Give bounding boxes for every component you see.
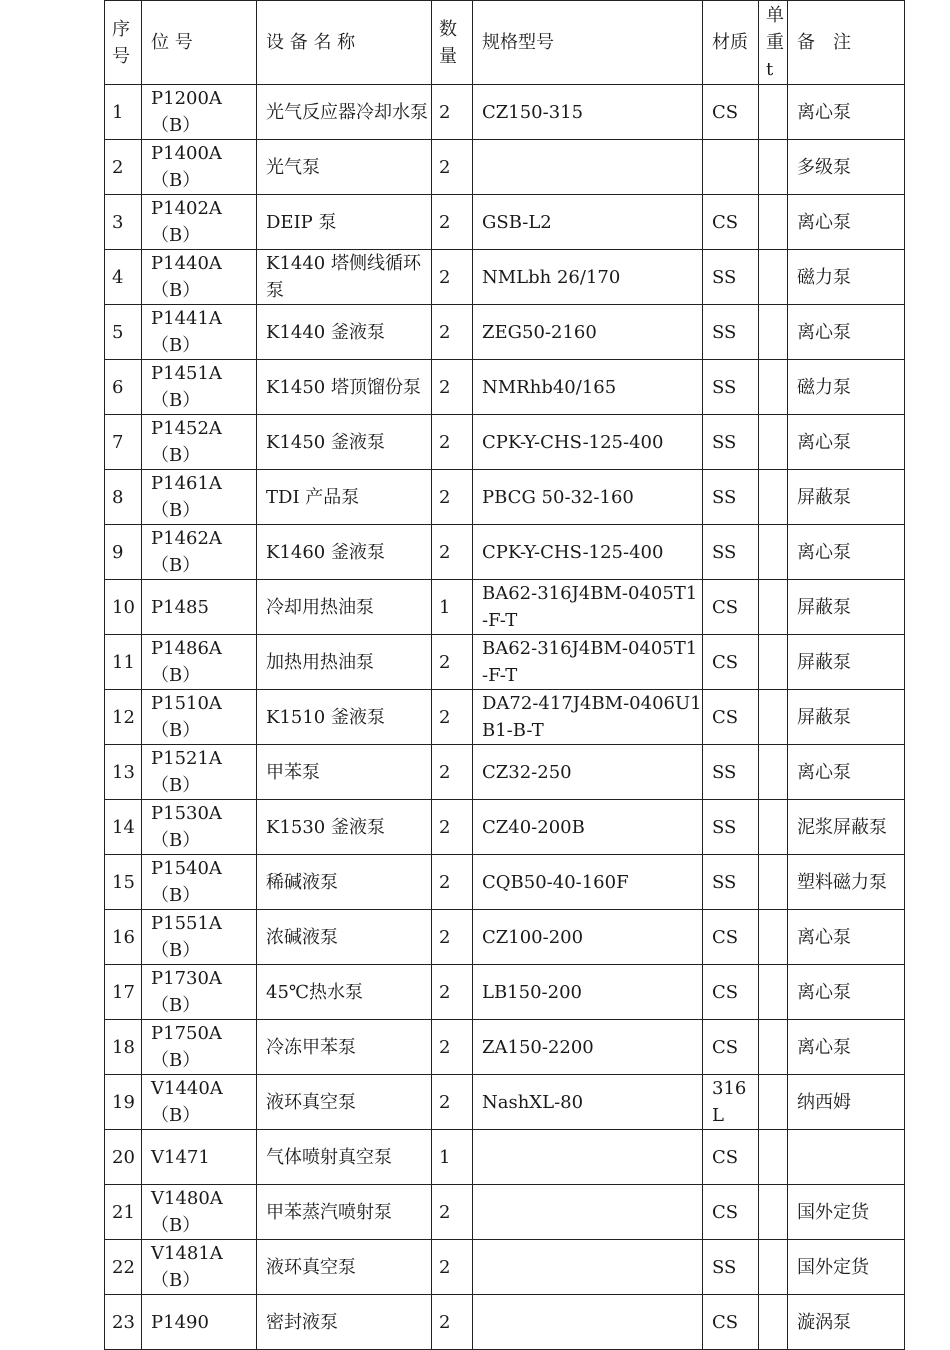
table-row <box>105 690 905 745</box>
cell-unit-weight <box>759 1240 788 1295</box>
cell-quantity: 2 <box>432 745 473 800</box>
cell-material: CS <box>703 635 759 690</box>
cell-remarks: 屏蔽泵 <box>788 690 905 745</box>
cell-equipment-name: 甲苯蒸汽喷射泵 <box>257 1185 432 1240</box>
cell-unit-weight <box>759 745 788 800</box>
cell-unit-weight <box>759 250 788 305</box>
cell-tag: P1510A（B） <box>142 690 257 745</box>
cell-tag: P1451A（B） <box>142 360 257 415</box>
cell-unit-weight <box>759 1185 788 1240</box>
cell-material: SS <box>703 855 759 910</box>
cell-material: SS <box>703 415 759 470</box>
cell-material: CS <box>703 1185 759 1240</box>
cell-tag: P1441A（B） <box>142 305 257 360</box>
table-row <box>105 1130 905 1185</box>
cell-spec-model <box>473 140 703 195</box>
cell-unit-weight <box>759 910 788 965</box>
table-row <box>105 965 905 1020</box>
header-remarks: 备 注 <box>788 1 905 85</box>
cell-spec-model: NashXL-80 <box>473 1075 703 1130</box>
equipment-sheet <box>104 0 905 1350</box>
equipment-table-body <box>105 1 905 1350</box>
cell-equipment-name: K1510 釜液泵 <box>257 690 432 745</box>
cell-seq: 14 <box>105 800 142 855</box>
table-row <box>105 580 905 635</box>
cell-material: 316L <box>703 1075 759 1130</box>
cell-seq: 18 <box>105 1020 142 1075</box>
cell-unit-weight <box>759 635 788 690</box>
table-row <box>105 140 905 195</box>
cell-unit-weight <box>759 965 788 1020</box>
cell-tag: P1521A（B） <box>142 745 257 800</box>
cell-equipment-name: 气体喷射真空泵 <box>257 1130 432 1185</box>
table-row <box>105 415 905 470</box>
cell-equipment-name: 甲苯泵 <box>257 745 432 800</box>
cell-quantity: 2 <box>432 965 473 1020</box>
cell-tag: V1440A（B） <box>142 1075 257 1130</box>
cell-quantity: 2 <box>432 1295 473 1350</box>
cell-quantity: 2 <box>432 195 473 250</box>
table-row <box>105 470 905 525</box>
cell-material: CS <box>703 1295 759 1350</box>
cell-unit-weight <box>759 690 788 745</box>
cell-seq: 16 <box>105 910 142 965</box>
cell-quantity: 2 <box>432 415 473 470</box>
cell-spec-model: BA62-316J4BM-0405T1-F-T <box>473 580 703 635</box>
table-row <box>105 195 905 250</box>
cell-spec-model: CZ32-250 <box>473 745 703 800</box>
cell-unit-weight <box>759 85 788 140</box>
cell-tag: P1461A（B） <box>142 470 257 525</box>
cell-equipment-name: 密封液泵 <box>257 1295 432 1350</box>
cell-seq: 19 <box>105 1075 142 1130</box>
table-row <box>105 1075 905 1130</box>
cell-remarks: 多级泵 <box>788 140 905 195</box>
header-spec-model: 规格型号 <box>473 1 703 85</box>
table-row <box>105 1295 905 1350</box>
cell-material: CS <box>703 195 759 250</box>
table-row <box>105 525 905 580</box>
cell-remarks: 离心泵 <box>788 910 905 965</box>
header-tag: 位 号 <box>142 1 257 85</box>
cell-spec-model: PBCG 50-32-160 <box>473 470 703 525</box>
cell-equipment-name: 液环真空泵 <box>257 1075 432 1130</box>
cell-equipment-name: K1460 釜液泵 <box>257 525 432 580</box>
cell-seq: 17 <box>105 965 142 1020</box>
cell-spec-model <box>473 1295 703 1350</box>
cell-unit-weight <box>759 1020 788 1075</box>
cell-quantity: 2 <box>432 1240 473 1295</box>
cell-unit-weight <box>759 1130 788 1185</box>
cell-spec-model: CPK-Y-CHS-125-400 <box>473 525 703 580</box>
table-row <box>105 305 905 360</box>
cell-remarks: 国外定货 <box>788 1185 905 1240</box>
cell-material: CS <box>703 85 759 140</box>
cell-material: SS <box>703 470 759 525</box>
cell-material: CS <box>703 690 759 745</box>
cell-remarks: 塑料磁力泵 <box>788 855 905 910</box>
cell-quantity: 2 <box>432 250 473 305</box>
cell-quantity: 1 <box>432 580 473 635</box>
cell-spec-model: CZ40-200B <box>473 800 703 855</box>
cell-remarks: 泥浆屏蔽泵 <box>788 800 905 855</box>
cell-tag: P1750A（B） <box>142 1020 257 1075</box>
cell-equipment-name: 光气反应器冷却水泵 <box>257 85 432 140</box>
table-row <box>105 1020 905 1075</box>
cell-tag: P1490 <box>142 1295 257 1350</box>
cell-spec-model: BA62-316J4BM-0405T1-F-T <box>473 635 703 690</box>
cell-equipment-name: 浓碱液泵 <box>257 910 432 965</box>
cell-material: CS <box>703 910 759 965</box>
cell-tag: P1402A（B） <box>142 195 257 250</box>
cell-equipment-name: 45℃热水泵 <box>257 965 432 1020</box>
cell-remarks: 离心泵 <box>788 415 905 470</box>
cell-tag: P1486A（B） <box>142 635 257 690</box>
cell-unit-weight <box>759 580 788 635</box>
cell-unit-weight <box>759 305 788 360</box>
cell-seq: 7 <box>105 415 142 470</box>
cell-equipment-name: 稀碱液泵 <box>257 855 432 910</box>
cell-seq: 2 <box>105 140 142 195</box>
cell-spec-model <box>473 1240 703 1295</box>
table-row <box>105 910 905 965</box>
header-unit-weight: 单重t <box>759 1 788 85</box>
cell-spec-model: NMLbh 26/170 <box>473 250 703 305</box>
cell-remarks: 离心泵 <box>788 305 905 360</box>
header-material: 材质 <box>703 1 759 85</box>
cell-tag: V1480A（B） <box>142 1185 257 1240</box>
cell-equipment-name: 光气泵 <box>257 140 432 195</box>
header-quantity: 数量 <box>432 1 473 85</box>
cell-seq: 12 <box>105 690 142 745</box>
cell-remarks: 离心泵 <box>788 1020 905 1075</box>
cell-seq: 4 <box>105 250 142 305</box>
cell-equipment-name: K1450 釜液泵 <box>257 415 432 470</box>
equipment-table <box>104 0 905 1350</box>
table-row <box>105 250 905 305</box>
cell-equipment-name: 液环真空泵 <box>257 1240 432 1295</box>
cell-unit-weight <box>759 855 788 910</box>
cell-unit-weight <box>759 140 788 195</box>
cell-seq: 21 <box>105 1185 142 1240</box>
cell-tag: P1462A（B） <box>142 525 257 580</box>
table-row <box>105 360 905 415</box>
table-row <box>105 855 905 910</box>
cell-quantity: 2 <box>432 1020 473 1075</box>
cell-material: SS <box>703 800 759 855</box>
cell-quantity: 2 <box>432 85 473 140</box>
cell-remarks: 离心泵 <box>788 745 905 800</box>
cell-unit-weight <box>759 1075 788 1130</box>
cell-seq: 11 <box>105 635 142 690</box>
cell-quantity: 1 <box>432 1130 473 1185</box>
cell-equipment-name: DEIP 泵 <box>257 195 432 250</box>
cell-unit-weight <box>759 1295 788 1350</box>
cell-equipment-name: 冷冻甲苯泵 <box>257 1020 432 1075</box>
cell-unit-weight <box>759 525 788 580</box>
cell-spec-model <box>473 1130 703 1185</box>
cell-tag: P1485 <box>142 580 257 635</box>
cell-tag: P1540A（B） <box>142 855 257 910</box>
table-row <box>105 85 905 140</box>
cell-seq: 6 <box>105 360 142 415</box>
cell-remarks <box>788 1130 905 1185</box>
cell-material: SS <box>703 1240 759 1295</box>
cell-remarks: 屏蔽泵 <box>788 635 905 690</box>
cell-quantity: 2 <box>432 855 473 910</box>
cell-equipment-name: TDI 产品泵 <box>257 470 432 525</box>
cell-tag: P1730A（B） <box>142 965 257 1020</box>
cell-seq: 23 <box>105 1295 142 1350</box>
cell-equipment-name: K1440 塔侧线循环泵 <box>257 250 432 305</box>
cell-tag: P1400A（B） <box>142 140 257 195</box>
cell-material: CS <box>703 580 759 635</box>
cell-quantity: 2 <box>432 635 473 690</box>
table-row <box>105 745 905 800</box>
header-seq: 序号 <box>105 1 142 85</box>
cell-quantity: 2 <box>432 800 473 855</box>
cell-material: CS <box>703 1130 759 1185</box>
cell-remarks: 磁力泵 <box>788 360 905 415</box>
cell-spec-model: ZEG50-2160 <box>473 305 703 360</box>
cell-seq: 13 <box>105 745 142 800</box>
cell-quantity: 2 <box>432 1075 473 1130</box>
cell-tag: P1530A（B） <box>142 800 257 855</box>
cell-remarks: 漩涡泵 <box>788 1295 905 1350</box>
cell-seq: 15 <box>105 855 142 910</box>
cell-unit-weight <box>759 360 788 415</box>
cell-material: SS <box>703 360 759 415</box>
cell-quantity: 2 <box>432 305 473 360</box>
cell-remarks: 离心泵 <box>788 965 905 1020</box>
cell-quantity: 2 <box>432 360 473 415</box>
cell-seq: 5 <box>105 305 142 360</box>
cell-spec-model: CZ100-200 <box>473 910 703 965</box>
cell-seq: 10 <box>105 580 142 635</box>
cell-spec-model: GSB-L2 <box>473 195 703 250</box>
cell-seq: 9 <box>105 525 142 580</box>
cell-quantity: 2 <box>432 470 473 525</box>
table-row <box>105 1185 905 1240</box>
cell-unit-weight <box>759 800 788 855</box>
cell-unit-weight <box>759 470 788 525</box>
cell-material <box>703 140 759 195</box>
cell-spec-model: ZA150-2200 <box>473 1020 703 1075</box>
cell-remarks: 屏蔽泵 <box>788 470 905 525</box>
table-row <box>105 1240 905 1295</box>
cell-spec-model: CZ150-315 <box>473 85 703 140</box>
cell-remarks: 离心泵 <box>788 85 905 140</box>
table-row <box>105 635 905 690</box>
cell-unit-weight <box>759 195 788 250</box>
cell-quantity: 2 <box>432 525 473 580</box>
cell-tag: V1481A（B） <box>142 1240 257 1295</box>
cell-remarks: 纳西姆 <box>788 1075 905 1130</box>
cell-material: SS <box>703 525 759 580</box>
cell-quantity: 2 <box>432 1185 473 1240</box>
cell-equipment-name: 冷却用热油泵 <box>257 580 432 635</box>
cell-quantity: 2 <box>432 690 473 745</box>
cell-tag: P1452A（B） <box>142 415 257 470</box>
cell-equipment-name: K1440 釜液泵 <box>257 305 432 360</box>
cell-material: SS <box>703 745 759 800</box>
cell-material: SS <box>703 305 759 360</box>
cell-remarks: 离心泵 <box>788 525 905 580</box>
cell-spec-model: CQB50-40-160F <box>473 855 703 910</box>
cell-seq: 1 <box>105 85 142 140</box>
cell-spec-model: LB150-200 <box>473 965 703 1020</box>
cell-remarks: 磁力泵 <box>788 250 905 305</box>
cell-seq: 3 <box>105 195 142 250</box>
table-header-row <box>105 1 905 85</box>
cell-seq: 20 <box>105 1130 142 1185</box>
cell-quantity: 2 <box>432 140 473 195</box>
cell-material: CS <box>703 1020 759 1075</box>
cell-tag: P1440A（B） <box>142 250 257 305</box>
cell-equipment-name: K1450 塔顶馏份泵 <box>257 360 432 415</box>
cell-seq: 8 <box>105 470 142 525</box>
cell-spec-model <box>473 1185 703 1240</box>
cell-seq: 22 <box>105 1240 142 1295</box>
header-equipment-name: 设 备 名 称 <box>257 1 432 85</box>
cell-equipment-name: K1530 釜液泵 <box>257 800 432 855</box>
cell-remarks: 国外定货 <box>788 1240 905 1295</box>
cell-spec-model: NMRhb40/165 <box>473 360 703 415</box>
cell-remarks: 离心泵 <box>788 195 905 250</box>
cell-material: SS <box>703 250 759 305</box>
cell-spec-model: CPK-Y-CHS-125-400 <box>473 415 703 470</box>
cell-tag: P1551A（B） <box>142 910 257 965</box>
cell-spec-model: DA72-417J4BM-0406U1B1-B-T <box>473 690 703 745</box>
table-row <box>105 800 905 855</box>
cell-tag: P1200A（B） <box>142 85 257 140</box>
cell-unit-weight <box>759 415 788 470</box>
cell-equipment-name: 加热用热油泵 <box>257 635 432 690</box>
cell-tag: V1471 <box>142 1130 257 1185</box>
cell-material: CS <box>703 965 759 1020</box>
cell-remarks: 屏蔽泵 <box>788 580 905 635</box>
cell-quantity: 2 <box>432 910 473 965</box>
